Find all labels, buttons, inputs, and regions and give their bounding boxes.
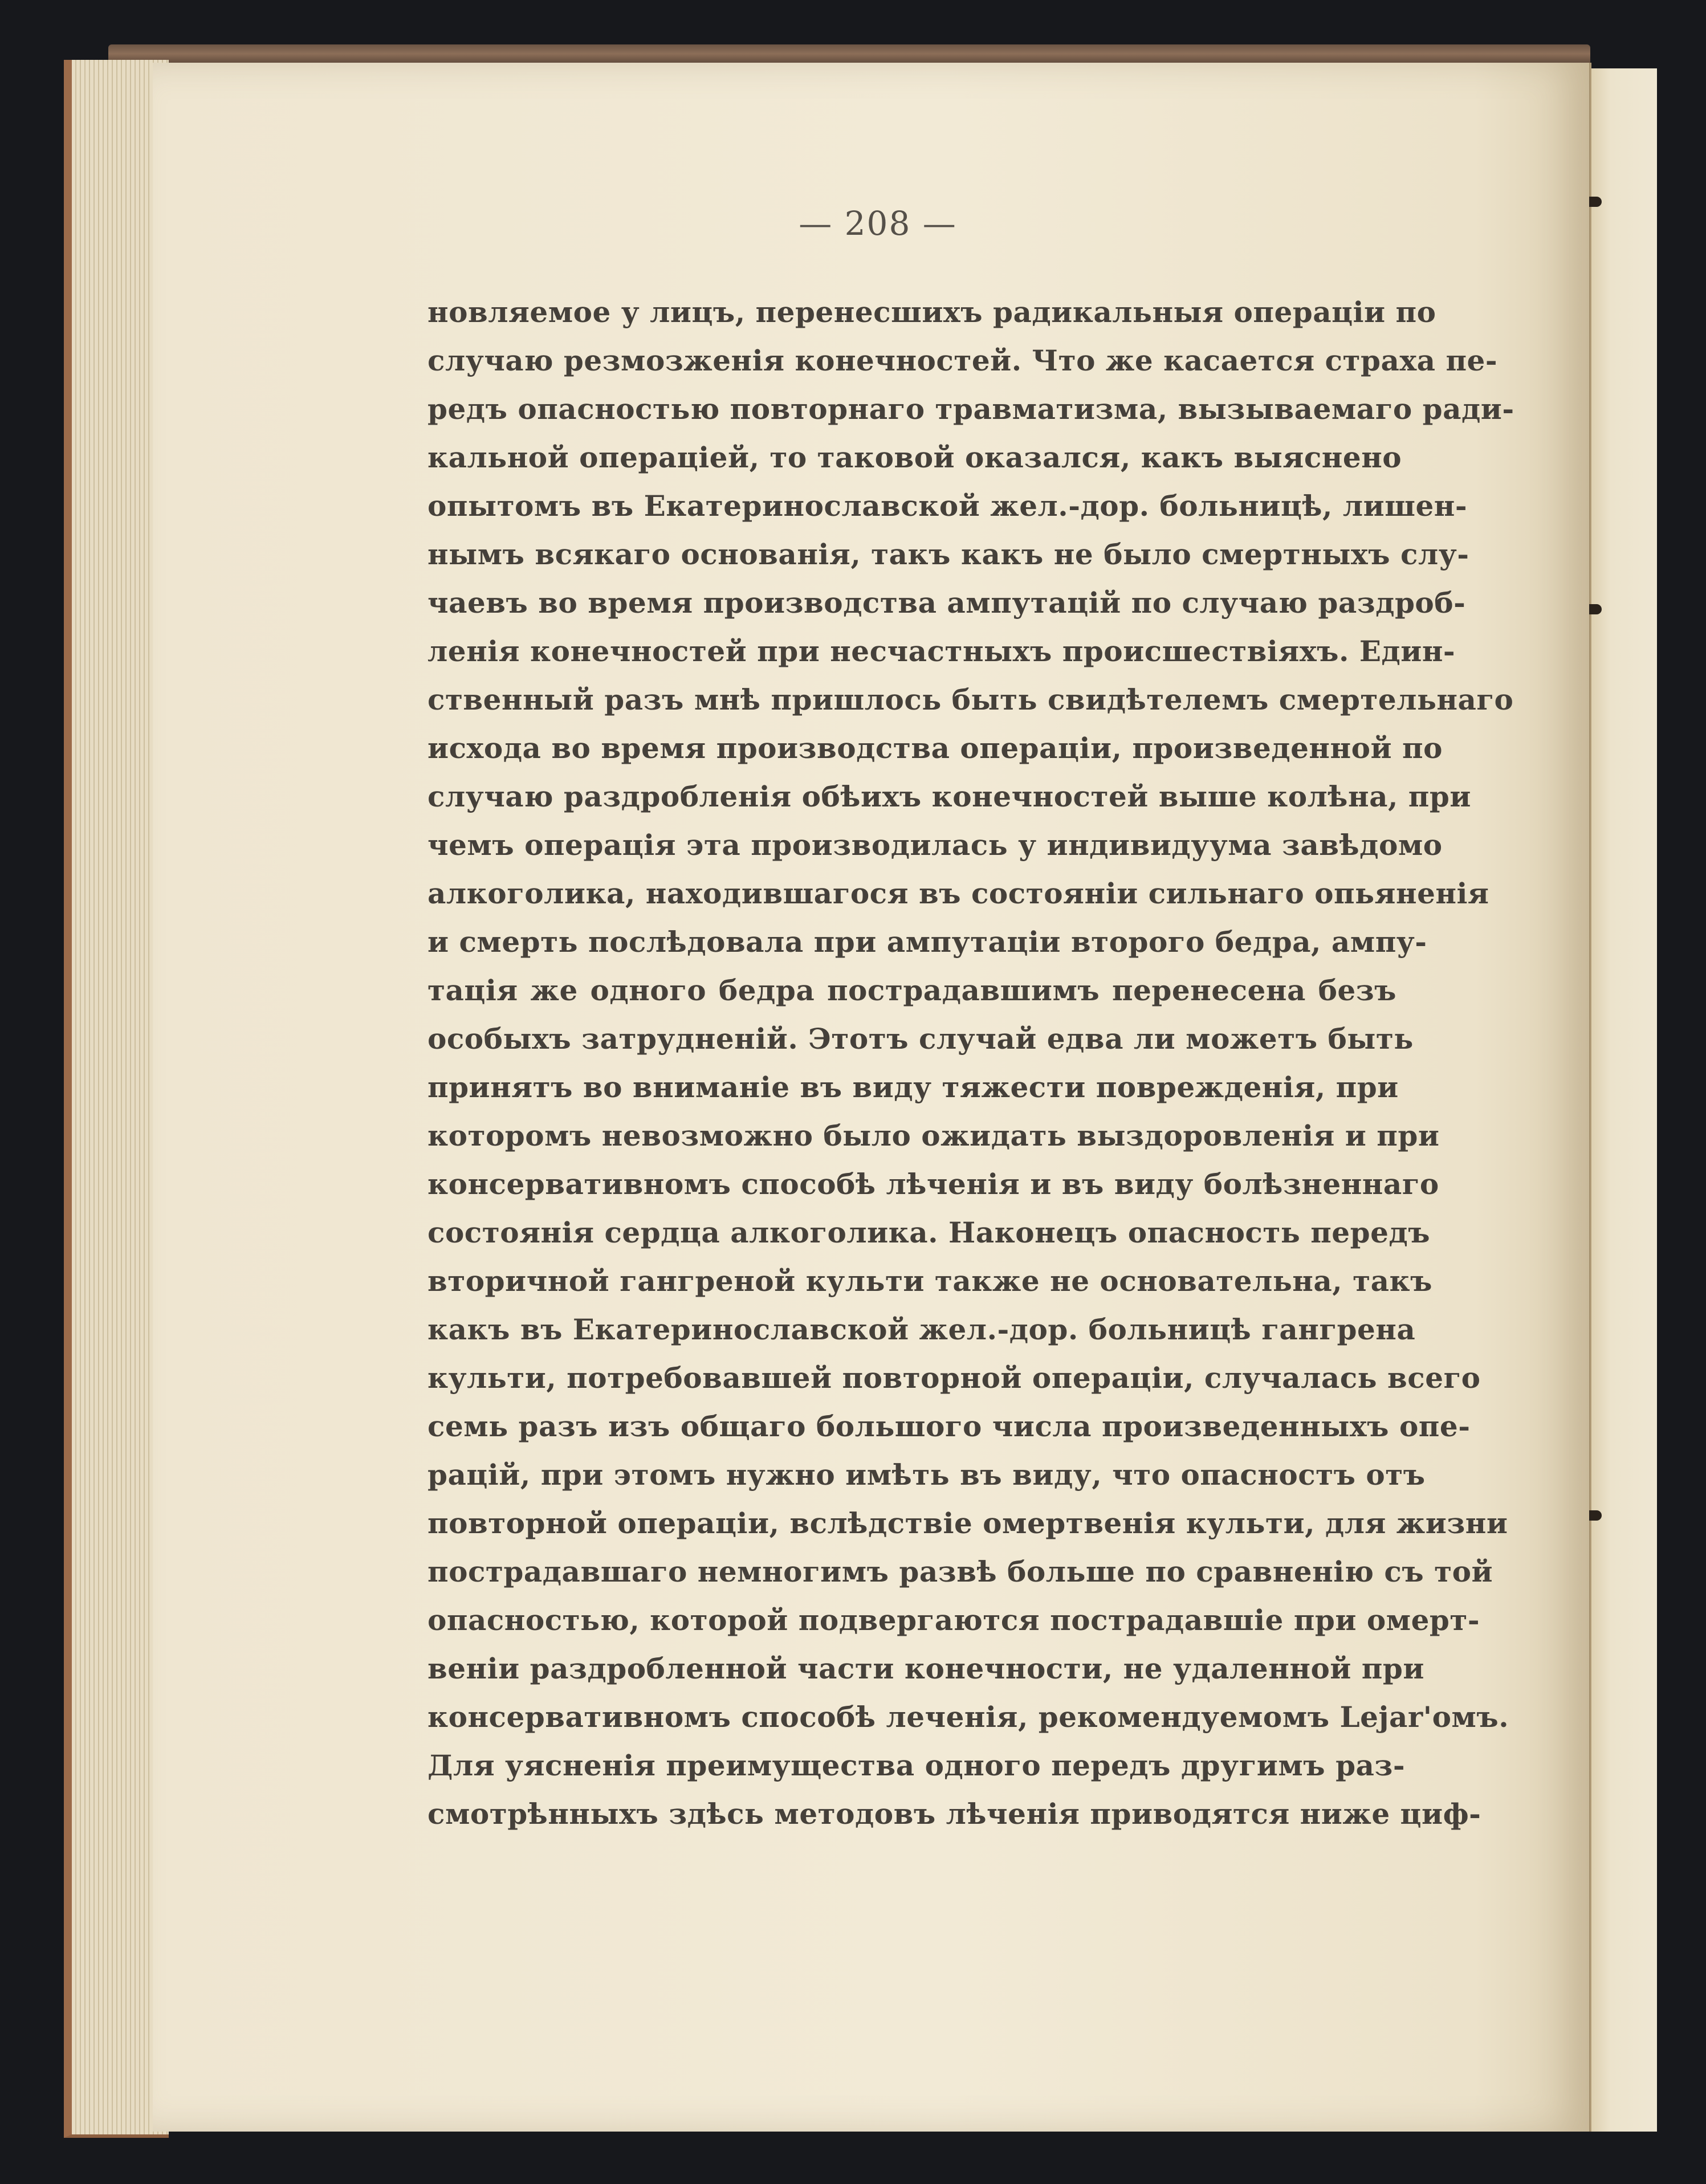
page-number: — 208 — [799, 204, 957, 243]
text-line: чемъ операція эта производилась у индивидуума завѣдомо [427, 828, 1443, 862]
body-text [427, 288, 1514, 1838]
text-line: кальной операціей, то таковой оказался, какъ выяснено [427, 441, 1402, 474]
text-line: нымъ всякаго основанія, такъ какъ не было смертныхъ слу- [427, 537, 1469, 571]
text-line: новляемое у лицъ, перенесшихъ радикальныя операціи по [427, 295, 1436, 329]
text-line: пострадавшаго немногимъ развѣ больше по сравненію съ той [427, 1555, 1493, 1588]
text-line: рацій, при этомъ нужно имѣть въ виду, что опасностъ отъ [427, 1458, 1426, 1492]
text-line: ленія конечностей при несчастныхъ происшествіяхъ. Един- [427, 634, 1456, 668]
text-line: консервативномъ способѣ леченія, рекомендуемомъ Lejar'омъ. [427, 1700, 1509, 1734]
text-line: смотрѣнныхъ здѣсь методовъ лѣченія приводятся ниже циф- [427, 1797, 1481, 1831]
text-line: веніи раздробленной части конечности, не удаленной при [427, 1652, 1424, 1685]
text-line: случаю раздробленія обѣихъ конечностей выше колѣна, при [427, 780, 1471, 813]
text-line: тація же одного бедра пострадавшимъ перенесена безъ [427, 973, 1396, 1007]
text-line: случаю резмозженія конечностей. Что же касается страха пе- [427, 344, 1498, 377]
text-line: вторичной гангреной культи также не основательна, такъ [427, 1264, 1432, 1298]
text-line: культи, потребовавшей повторной операціи, случалась всего [427, 1361, 1481, 1395]
text-line: особыхъ затрудненій. Этотъ случай едва ли можетъ быть [427, 1022, 1414, 1056]
text-line: исхода во время производства операціи, произведенной по [427, 731, 1443, 765]
text-line: консервативномъ способѣ лѣченія и въ виду болѣзненнаго [427, 1167, 1439, 1201]
text-line: Для уясненія преимущества одного передъ другимъ раз- [427, 1749, 1406, 1782]
text-line: ственный разъ мнѣ пришлось быть свидѣтелемъ смертельнаго [427, 683, 1514, 716]
text-line: принятъ во вниманіе въ виду тяжести поврежденія, при [427, 1070, 1399, 1104]
text-line: которомъ невозможно было ожидать выздоровленія и при [427, 1119, 1440, 1152]
book-cover-edge [108, 44, 1590, 65]
text-line: повторной операціи, вслѣдствіе омертвенія культи, для жизни [427, 1506, 1508, 1540]
text-line: семь разъ изъ общаго большого числа произведенныхъ опе- [427, 1409, 1471, 1443]
text-line: состоянія сердца алкоголика. Наконецъ опасность передъ [427, 1216, 1431, 1249]
text-line: опытомъ въ Екатеринославской жел.-дор. больницѣ, лишен- [427, 489, 1468, 523]
text-line: алкоголика, находившагося въ состояніи сильнаго опьяненія [427, 877, 1489, 910]
text-line: чаевъ во время производства ампутацій по случаю раздроб- [427, 586, 1466, 620]
text-line: какъ въ Екатеринославской жел.-дор. больницѣ гангрена [427, 1313, 1416, 1346]
text-line: опасностью, которой подвергаются пострадавшіе при омерт- [427, 1603, 1480, 1637]
facing-page-edge [1586, 68, 1657, 2132]
text-line: и смерть послѣдовала при ампутаціи второго бедра, ампу- [427, 925, 1427, 959]
text-line: редъ опасностью повторнаго травматизма, вызываемаго ради- [427, 392, 1514, 426]
